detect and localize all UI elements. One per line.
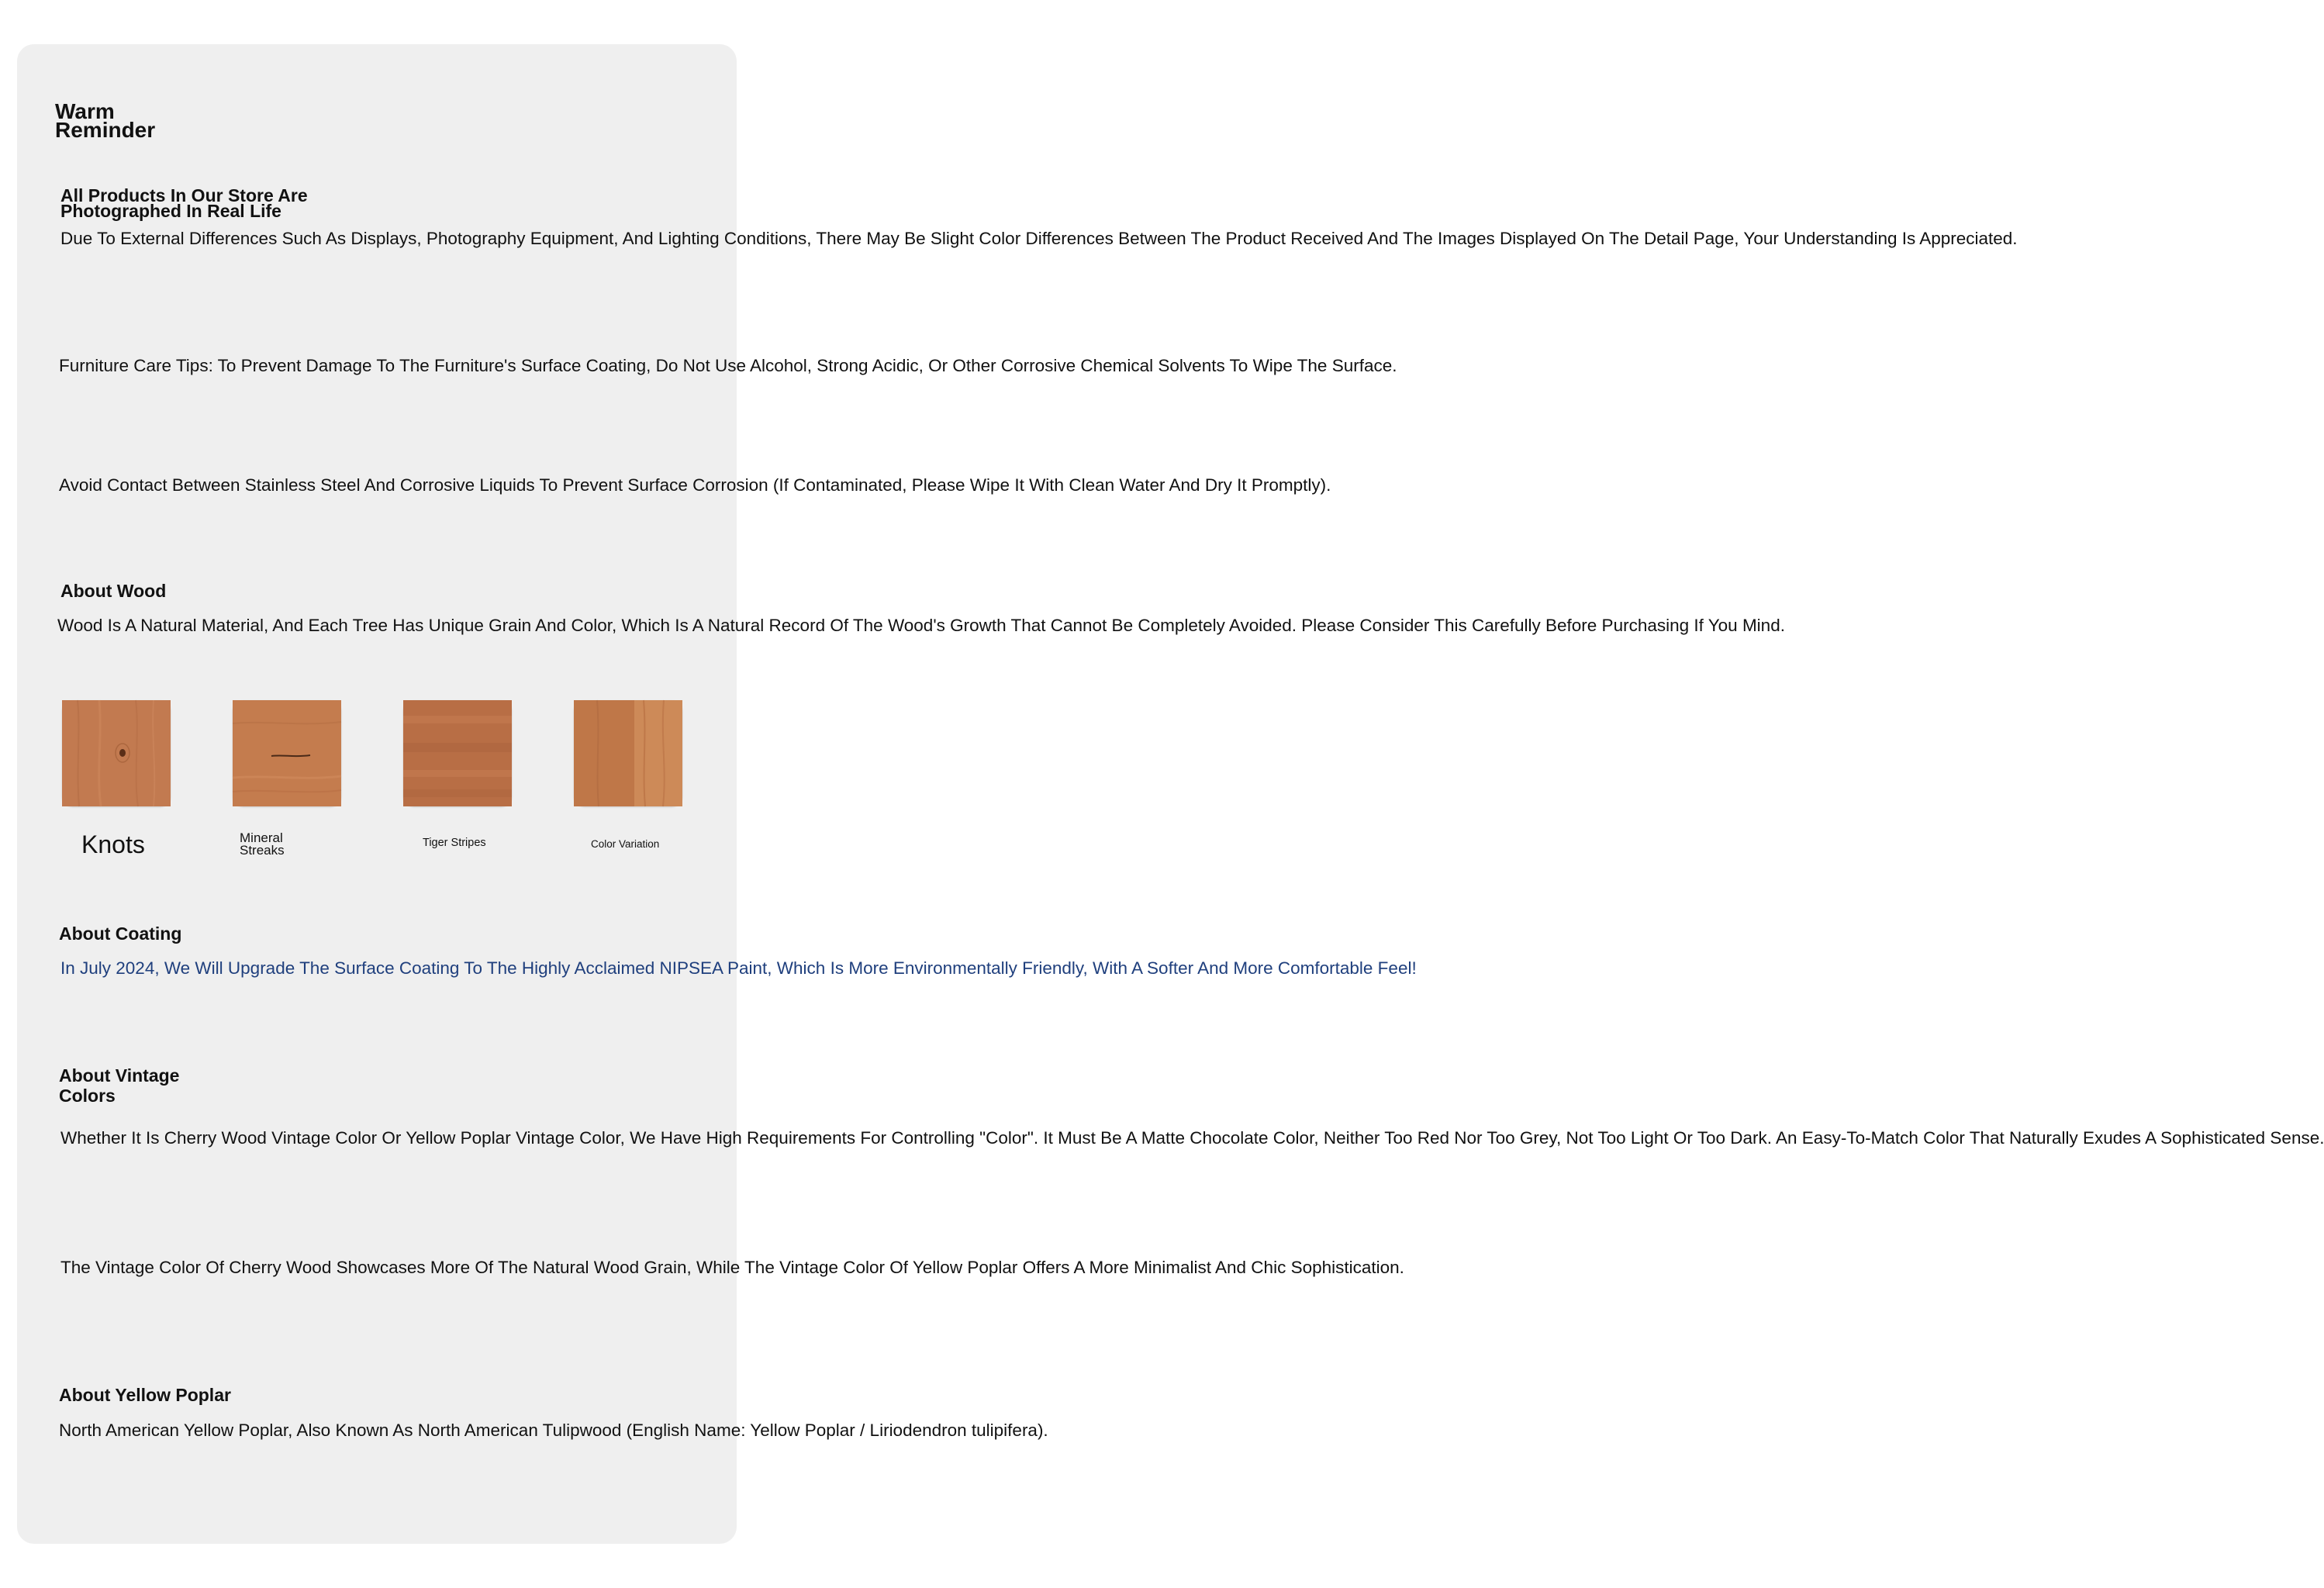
stainless-steel-text: Avoid Contact Between Stainless Steel And Corrosive Liquids To Prevent Surface Corrosion (If Contaminated, Please Wipe It With Clean Water And Dry It Promptly). (59, 475, 1331, 495)
wood-sample-color-variation-image (574, 700, 682, 806)
about-wood-heading: About Wood (60, 581, 167, 601)
vintage-colors-body-1: Whether It Is Cherry Wood Vintage Color Or Yellow Poplar Vintage Color, We Have High Requirements For Controlling "Color". It Must Be A Matte Chocolate Color, Neither Too Red Nor Too Grey, Not Too Light Or Too Dark. An Easy-To-Match Color That Naturally Exudes A Sophisticated Sense. (60, 1128, 2324, 1148)
vintage-colors-body-2: The Vintage Color Of Cherry Wood Showcases More Of The Natural Wood Grain, While The Vintage Color Of Yellow Poplar Offers A More Minimalist And Chic Sophistication. (60, 1258, 1404, 1277)
wood-sample-tiger-stripes-image (403, 700, 512, 806)
mineral-streaks-label: Mineral Streaks (240, 830, 285, 858)
wood-sample-mineral-streaks-image (233, 700, 341, 806)
about-yellow-poplar-heading: About Yellow Poplar (59, 1385, 231, 1405)
warm-reminder-card (17, 44, 2324, 1544)
wood-sample-knots-image (62, 700, 171, 806)
real-life-heading: All Products In Our Store Are Photographed In Real Life (60, 185, 308, 221)
about-coating-body: In July 2024, We Will Upgrade The Surface Coating To The Highly Acclaimed NIPSEA Paint, Which Is More Environmentally Friendly, With A Softer And More Comfortable Feel! (60, 958, 1417, 978)
care-tip-text: Furniture Care Tips: To Prevent Damage To The Furniture's Surface Coating, Do Not Use Alcohol, Strong Acidic, Or Other Corrosive Chemical Solvents To Wipe The Surface. (59, 356, 1397, 375)
page-title: Warm Reminder (55, 99, 156, 142)
about-yellow-poplar-body: North American Yellow Poplar, Also Known As North American Tulipwood (English Name: Yellow Poplar / Liriodendron tulipifera). (59, 1421, 1048, 1440)
about-wood-body: Wood Is A Natural Material, And Each Tree Has Unique Grain And Color, Which Is A Natural Record Of The Wood's Growth That Cannot Be Completely Avoided. Please Consider This Carefully Before Purchasing If You Mind. (57, 616, 1785, 635)
knots-label: Knots (81, 830, 145, 858)
real-life-body: Due To External Differences Such As Displays, Photography Equipment, And Lighting Conditions, There May Be Slight Color Differences Between The Product Received And The Images Displayed On The Detail Page, Your Understanding Is Appreciated. (60, 229, 2018, 248)
color-variation-label: Color Variation (591, 838, 660, 850)
tiger-stripes-label: Tiger Stripes (423, 837, 486, 849)
about-coating-heading: About Coating (59, 923, 182, 944)
about-vintage-colors-heading: About Vintage Colors (59, 1065, 180, 1106)
